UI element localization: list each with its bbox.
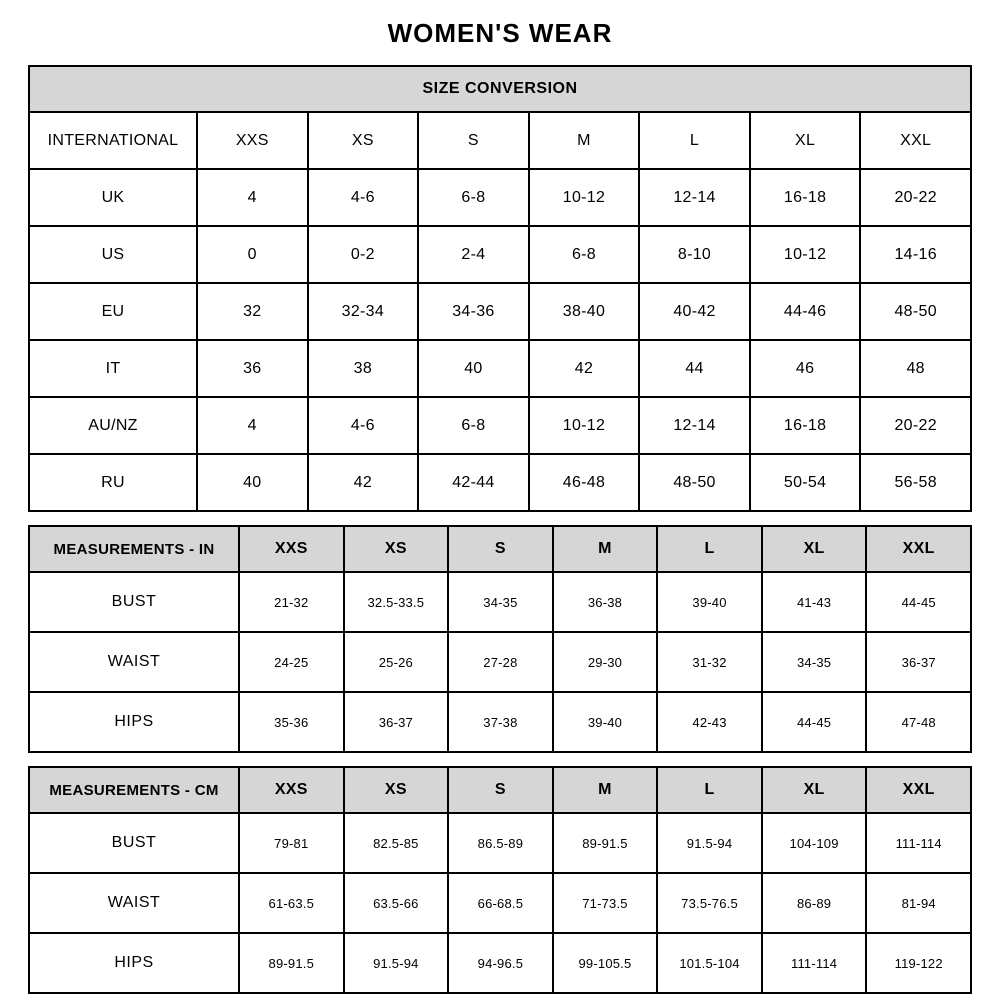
measurement-value: 34-35 — [762, 632, 867, 692]
measurement-value: 47-48 — [866, 692, 971, 752]
measurement-value: 39-40 — [657, 572, 762, 632]
size-conversion-row-au-nz — [29, 397, 971, 454]
size-header: XXL — [866, 526, 971, 572]
size-value: XS — [308, 112, 419, 169]
measurements-cm-row-bust — [29, 813, 971, 873]
size-value: 32 — [197, 283, 308, 340]
size-value: 56-58 — [860, 454, 971, 511]
measurement-value: 111-114 — [866, 813, 971, 873]
size-value: 50-54 — [750, 454, 861, 511]
size-header: XXS — [239, 526, 344, 572]
size-conversion-row-uk — [29, 169, 971, 226]
size-value: 48 — [860, 340, 971, 397]
size-conversion-row-us — [29, 226, 971, 283]
size-value: 6-8 — [529, 226, 640, 283]
measurements-cm-row-hips — [29, 933, 971, 993]
size-value: 4-6 — [308, 397, 419, 454]
measurements-in-header-row — [29, 526, 971, 572]
size-value: 40 — [197, 454, 308, 511]
size-value: 38 — [308, 340, 419, 397]
measurement-value: 24-25 — [239, 632, 344, 692]
measurement-label: HIPS — [29, 933, 239, 993]
size-value: 46-48 — [529, 454, 640, 511]
size-value: 12-14 — [639, 169, 750, 226]
measurement-value: 86-89 — [762, 873, 867, 933]
size-value: 44 — [639, 340, 750, 397]
size-value: 2-4 — [418, 226, 529, 283]
measurement-value: 31-32 — [657, 632, 762, 692]
size-value: 40-42 — [639, 283, 750, 340]
size-value: 10-12 — [750, 226, 861, 283]
size-header: S — [448, 526, 553, 572]
size-conversion-title: SIZE CONVERSION — [29, 66, 971, 112]
measurements-cm-row-waist — [29, 873, 971, 933]
measurement-value: 104-109 — [762, 813, 867, 873]
measurements-cm-table — [28, 766, 972, 994]
measurement-value: 94-96.5 — [448, 933, 553, 993]
standard-label: UK — [29, 169, 197, 226]
size-value: 8-10 — [639, 226, 750, 283]
size-value: 0 — [197, 226, 308, 283]
standard-label: US — [29, 226, 197, 283]
measurements-in-row-hips — [29, 692, 971, 752]
size-conversion-row-ru — [29, 454, 971, 511]
measurement-label: BUST — [29, 572, 239, 632]
measurement-value: 99-105.5 — [553, 933, 658, 993]
measurement-value: 86.5-89 — [448, 813, 553, 873]
measurement-value: 81-94 — [866, 873, 971, 933]
size-value: 10-12 — [529, 397, 640, 454]
size-value: 36 — [197, 340, 308, 397]
measurement-value: 101.5-104 — [657, 933, 762, 993]
size-value: 20-22 — [860, 397, 971, 454]
size-value: 6-8 — [418, 397, 529, 454]
measurement-value: 42-43 — [657, 692, 762, 752]
measurement-value: 37-38 — [448, 692, 553, 752]
measurement-value: 71-73.5 — [553, 873, 658, 933]
standard-label: EU — [29, 283, 197, 340]
standard-label: INTERNATIONAL — [29, 112, 197, 169]
measurement-value: 35-36 — [239, 692, 344, 752]
size-header: XS — [344, 526, 449, 572]
size-value: XL — [750, 112, 861, 169]
page-title: WOMEN'S WEAR — [387, 18, 613, 48]
size-value: XXS — [197, 112, 308, 169]
size-value: XXL — [860, 112, 971, 169]
size-header: L — [657, 526, 762, 572]
measurements-title: MEASUREMENTS - CM — [29, 767, 239, 813]
size-value: L — [639, 112, 750, 169]
size-header: XXS — [239, 767, 344, 813]
size-conversion-row-international — [29, 112, 971, 169]
size-value: 20-22 — [860, 169, 971, 226]
measurement-value: 36-37 — [344, 692, 449, 752]
measurement-value: 21-32 — [239, 572, 344, 632]
measurement-value: 36-38 — [553, 572, 658, 632]
measurement-value: 29-30 — [553, 632, 658, 692]
size-header: S — [448, 767, 553, 813]
size-value: 16-18 — [750, 169, 861, 226]
measurement-label: WAIST — [29, 632, 239, 692]
measurement-value: 44-45 — [762, 692, 867, 752]
measurement-label: HIPS — [29, 692, 239, 752]
measurement-value: 82.5-85 — [344, 813, 449, 873]
size-value: 16-18 — [750, 397, 861, 454]
measurement-value: 89-91.5 — [239, 933, 344, 993]
size-header: XL — [762, 526, 867, 572]
size-value: 40 — [418, 340, 529, 397]
measurement-value: 89-91.5 — [553, 813, 658, 873]
size-value: 4-6 — [308, 169, 419, 226]
measurement-value: 41-43 — [762, 572, 867, 632]
standard-label: AU/NZ — [29, 397, 197, 454]
size-header: XS — [344, 767, 449, 813]
size-value: 12-14 — [639, 397, 750, 454]
measurement-value: 39-40 — [553, 692, 658, 752]
measurement-label: BUST — [29, 813, 239, 873]
size-value: 4 — [197, 169, 308, 226]
size-value: 42 — [529, 340, 640, 397]
measurement-value: 73.5-76.5 — [657, 873, 762, 933]
size-value: 38-40 — [529, 283, 640, 340]
size-value: 48-50 — [639, 454, 750, 511]
size-value: 46 — [750, 340, 861, 397]
size-value: M — [529, 112, 640, 169]
measurements-in-row-bust — [29, 572, 971, 632]
size-value: 10-12 — [529, 169, 640, 226]
measurements-cm-header-row — [29, 767, 971, 813]
size-conversion-row-eu — [29, 283, 971, 340]
standard-label: IT — [29, 340, 197, 397]
measurement-value: 119-122 — [866, 933, 971, 993]
size-conversion-row-it — [29, 340, 971, 397]
measurement-label: WAIST — [29, 873, 239, 933]
size-header: L — [657, 767, 762, 813]
size-conversion-table — [28, 65, 972, 512]
measurement-value: 32.5-33.5 — [344, 572, 449, 632]
size-value: 14-16 — [860, 226, 971, 283]
measurements-in-row-waist — [29, 632, 971, 692]
measurement-value: 91.5-94 — [344, 933, 449, 993]
measurement-value: 36-37 — [866, 632, 971, 692]
measurement-value: 34-35 — [448, 572, 553, 632]
size-value: 44-46 — [750, 283, 861, 340]
standard-label: RU — [29, 454, 197, 511]
size-header: M — [553, 526, 658, 572]
size-value: 48-50 — [860, 283, 971, 340]
measurement-value: 79-81 — [239, 813, 344, 873]
measurements-title: MEASUREMENTS - IN — [29, 526, 239, 572]
measurement-value: 25-26 — [344, 632, 449, 692]
size-header: XL — [762, 767, 867, 813]
measurement-value: 63.5-66 — [344, 873, 449, 933]
size-value: 34-36 — [418, 283, 529, 340]
measurement-value: 111-114 — [762, 933, 867, 993]
measurement-value: 61-63.5 — [239, 873, 344, 933]
measurements-in-table — [28, 525, 972, 753]
measurement-value: 44-45 — [866, 572, 971, 632]
size-value: 42-44 — [418, 454, 529, 511]
size-value: 4 — [197, 397, 308, 454]
size-value: 42 — [308, 454, 419, 511]
size-value: 6-8 — [418, 169, 529, 226]
size-value: 0-2 — [308, 226, 419, 283]
measurement-value: 66-68.5 — [448, 873, 553, 933]
size-conversion-header-row — [29, 66, 971, 112]
size-value: 32-34 — [308, 283, 419, 340]
measurement-value: 91.5-94 — [657, 813, 762, 873]
measurement-value: 27-28 — [448, 632, 553, 692]
size-header: M — [553, 767, 658, 813]
size-header: XXL — [866, 767, 971, 813]
size-value: S — [418, 112, 529, 169]
